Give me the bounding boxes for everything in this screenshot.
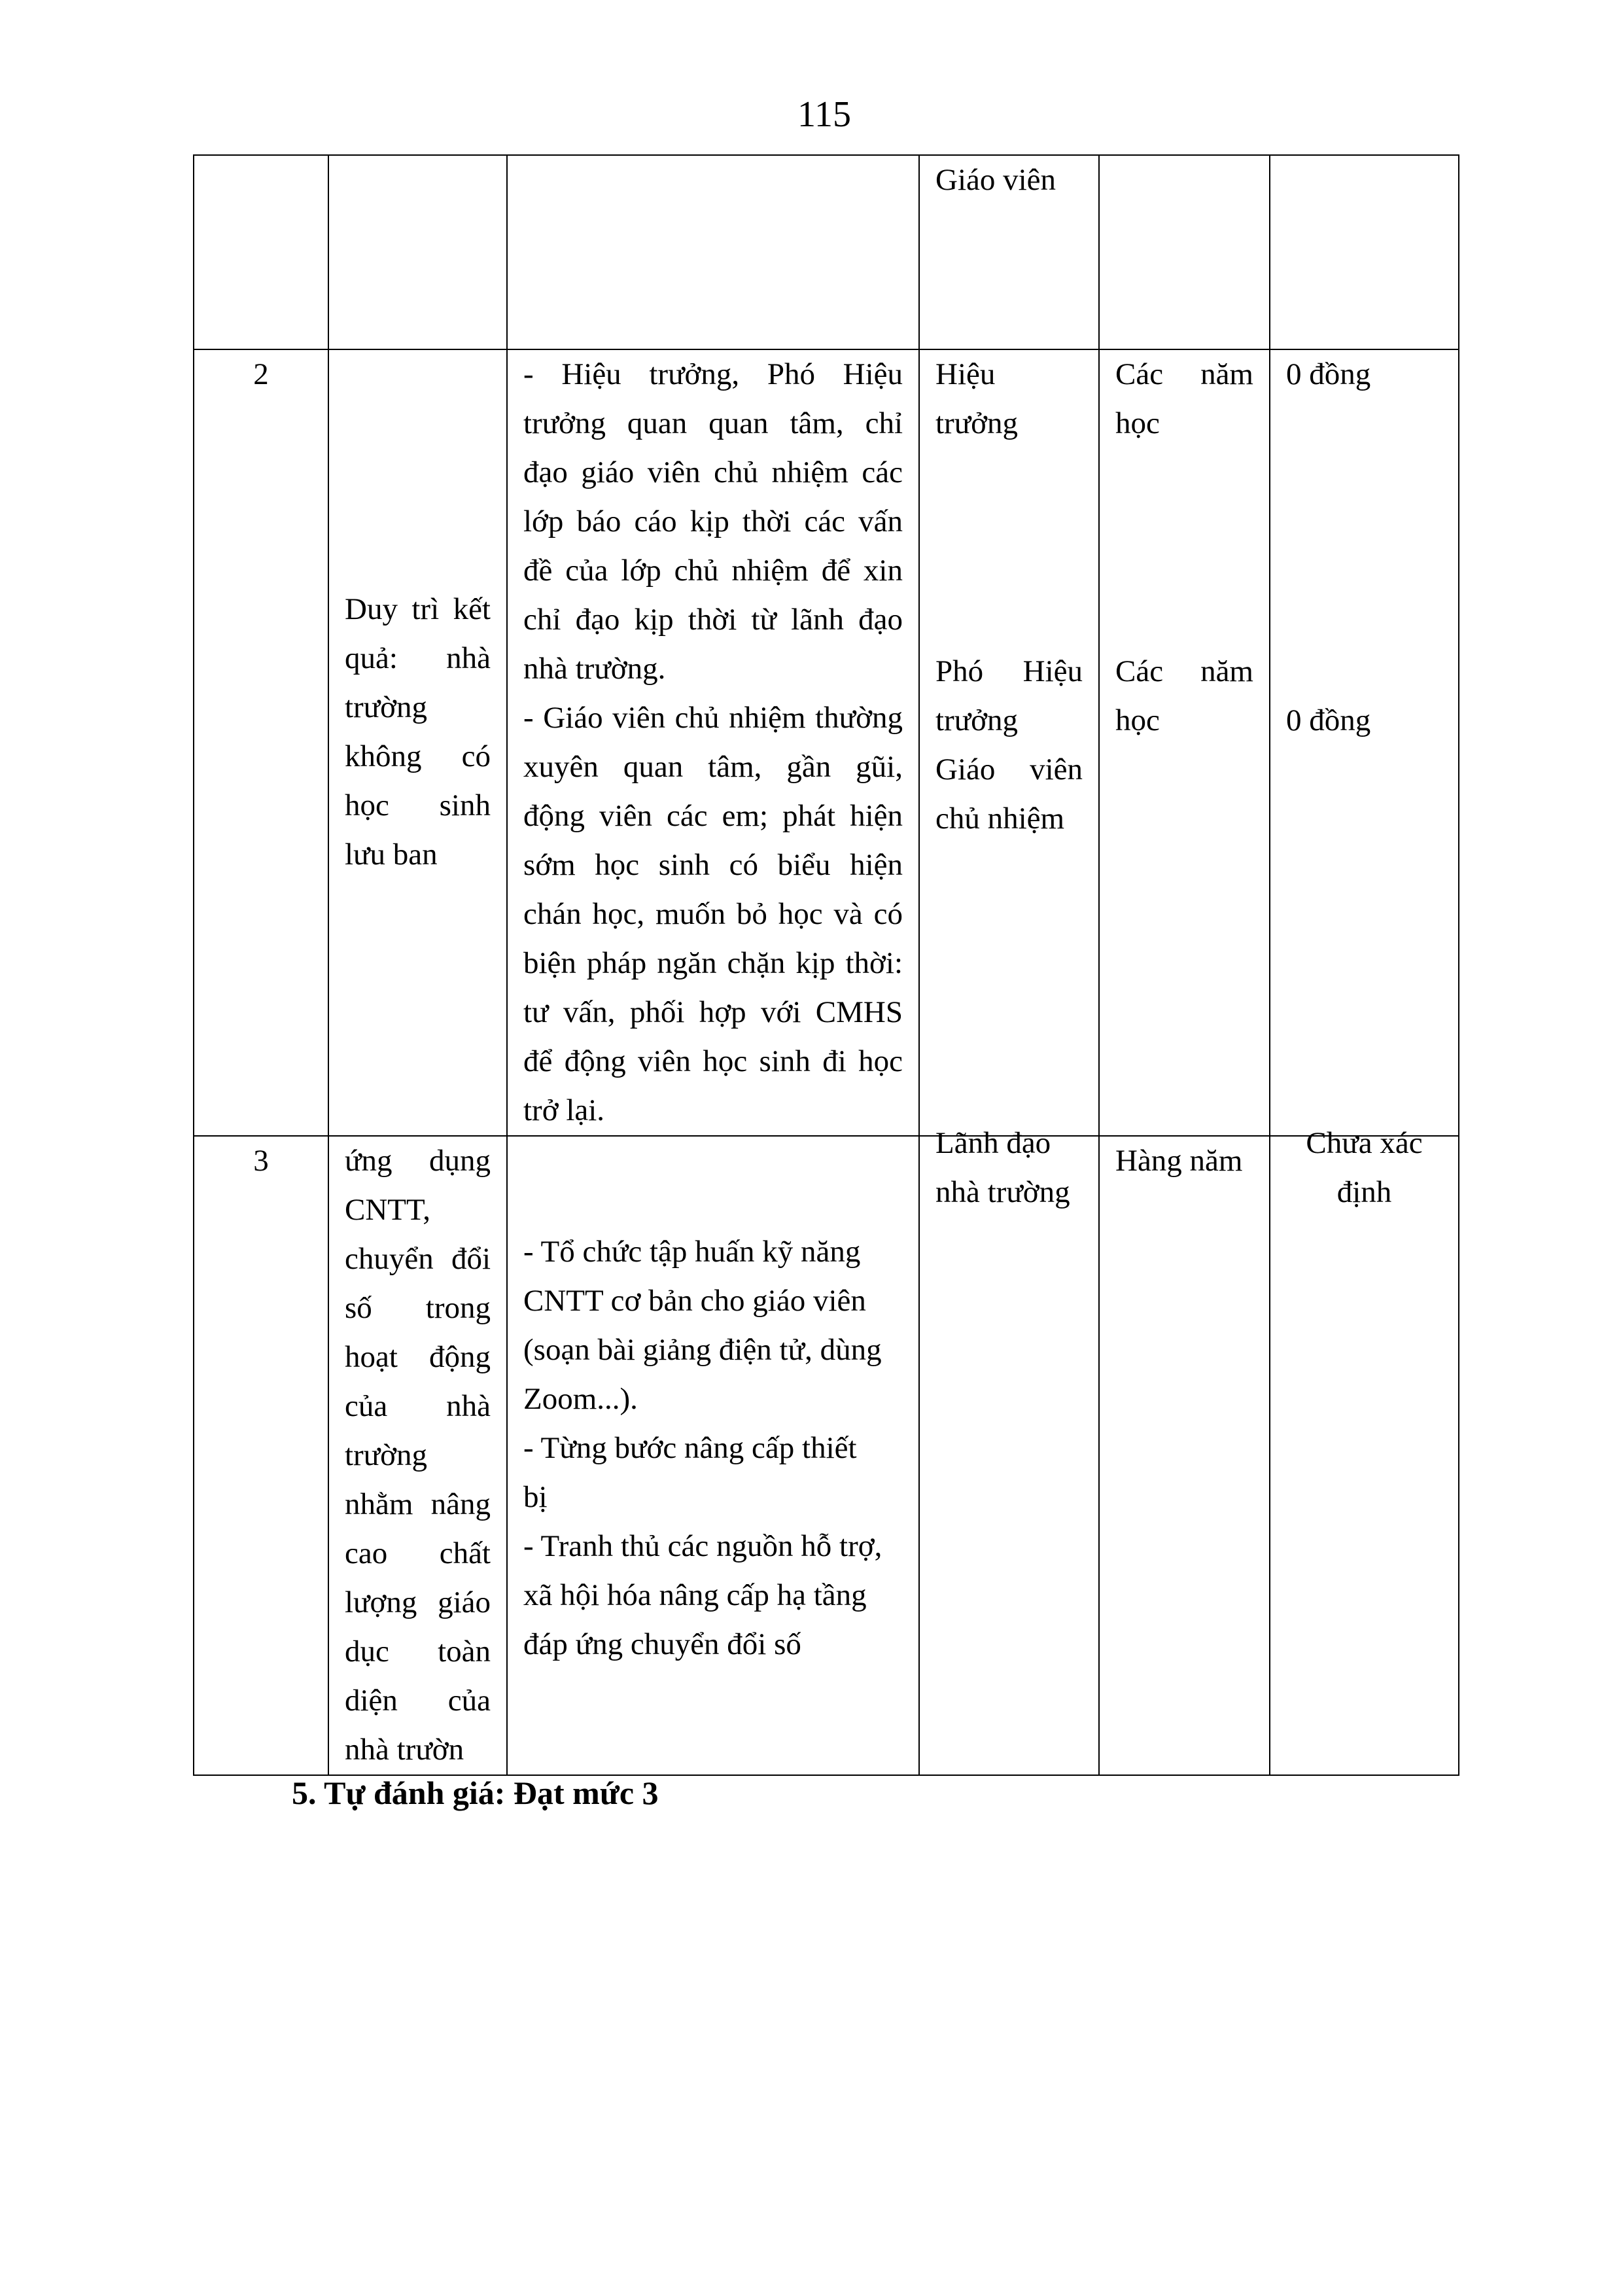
goal-line: quả: nhà [345, 641, 491, 675]
measure-line: CNTT cơ bản cho giáo viên [523, 1284, 866, 1318]
measure-line: biện pháp ngăn chặn kịp thời: [523, 946, 903, 980]
goal-line: của nhà [345, 1389, 491, 1423]
self-evaluation-heading: 5. Tự đánh giá: Đạt mức 3 [292, 1775, 659, 1811]
responsible-line: Lãnh đạo [935, 1126, 1051, 1160]
action-plan-table [193, 154, 1459, 1776]
time-line: Các năm [1115, 654, 1253, 688]
cell-time [1099, 349, 1270, 1136]
responsible-line: Phó Hiệu [935, 654, 1083, 688]
responsible-text: Giáo viên [935, 163, 1056, 197]
measure-line: động viên các em; phát hiện [523, 799, 903, 833]
time-line: học [1115, 703, 1160, 737]
measure-line: đề của lớp chủ nhiệm để xin [523, 554, 903, 588]
goal-line: dục toàn [345, 1634, 491, 1669]
measure-line: Zoom...). [523, 1382, 638, 1416]
responsible-line: nhà trường [935, 1175, 1070, 1209]
goal-line: diện của [345, 1684, 491, 1718]
goal-line: học sinh [345, 788, 491, 822]
responsible-line: Hiệu [935, 357, 996, 391]
goal-line: Duy trì kết [345, 592, 491, 626]
measure-line: để động viên học sinh đi học [523, 1044, 903, 1078]
cell-cost [1270, 155, 1459, 349]
cell-goal [328, 155, 507, 349]
measure-line: nhà trường. [523, 652, 666, 686]
cost-text: 0 đồng [1286, 703, 1371, 737]
page-number: 115 [797, 94, 851, 135]
row-index: 3 [253, 1144, 269, 1178]
cell-measures [507, 155, 919, 349]
measure-line: chán học, muốn bỏ học và có [523, 897, 903, 931]
measure-line: - Tranh thủ các nguồn hỗ trợ, [523, 1529, 882, 1563]
time-line: Các năm [1115, 357, 1253, 391]
measure-line: chỉ đạo kịp thời từ lãnh đạo [523, 603, 903, 637]
cell-time [1099, 155, 1270, 349]
cell-cost [1270, 349, 1459, 1136]
measure-line: xuyên quan tâm, gần gũi, [523, 750, 903, 784]
goal-line: nhà trườn [345, 1733, 464, 1767]
measure-line: - Tổ chức tập huấn kỹ năng [523, 1235, 861, 1269]
responsible-line: trưởng [935, 406, 1019, 440]
responsible-line: trưởng [935, 703, 1019, 737]
measure-line: bị [523, 1480, 548, 1514]
goal-line: ứng dụng [345, 1144, 491, 1178]
cell-goal [328, 349, 507, 1136]
cell-measures [507, 349, 919, 1136]
cell-measures [507, 1136, 919, 1775]
measure-line: (soạn bài giảng điện tử, dùng [523, 1333, 882, 1367]
measure-line: - Từng bước nâng cấp thiết [523, 1431, 857, 1465]
goal-line: nhằm nâng [345, 1487, 491, 1521]
time-text: Hàng năm [1115, 1144, 1243, 1178]
measure-line: sớm học sinh có biểu hiện [523, 848, 903, 882]
measure-line: đáp ứng chuyển đổi số [523, 1627, 801, 1661]
cost-line: định [1336, 1175, 1392, 1209]
cell-responsible [919, 1126, 1099, 1775]
cell-index [194, 349, 328, 1136]
cell-responsible [919, 155, 1099, 349]
measure-line: trở lại. [523, 1093, 605, 1127]
cost-line: Chưa xác [1306, 1126, 1423, 1160]
cell-index [194, 155, 328, 349]
cell-goal [328, 1136, 507, 1775]
goal-line: lượng giáo [345, 1585, 491, 1619]
measure-line: đạo giáo viên chủ nhiệm các [523, 455, 903, 489]
measure-line: - Giáo viên chủ nhiệm thường [523, 701, 903, 735]
cost-text: 0 đồng [1286, 357, 1371, 391]
goal-line: trường [345, 690, 428, 724]
measure-line: xã hội hóa nâng cấp hạ tầng [523, 1578, 867, 1612]
responsible-line: Giáo viên [935, 752, 1083, 786]
measure-line: trưởng quan quan tâm, chỉ [523, 406, 903, 440]
goal-line: không có [345, 739, 491, 773]
table-row [194, 155, 1459, 349]
measure-line: lớp báo cáo kịp thời các vấn [523, 504, 903, 539]
measure-line: - Hiệu trưởng, Phó Hiệu [523, 357, 903, 391]
goal-line: cao chất [345, 1536, 491, 1570]
cell-time [1099, 1136, 1270, 1775]
goal-line: lưu ban [345, 838, 438, 872]
goal-line: hoạt động [345, 1340, 491, 1374]
responsible-line: chủ nhiệm [935, 802, 1065, 836]
cell-index [194, 1136, 328, 1775]
goal-line: trường [345, 1438, 428, 1472]
cell-responsible [919, 349, 1099, 1136]
cell-cost [1270, 1126, 1459, 1775]
time-line: học [1115, 406, 1160, 440]
goal-line: chuyển đổi [345, 1242, 491, 1276]
table-row [194, 1136, 1459, 1775]
table-row [194, 349, 1459, 1136]
row-index: 2 [253, 357, 269, 391]
goal-line: số trong [345, 1291, 491, 1325]
goal-line: CNTT, [345, 1193, 430, 1227]
measure-line: tư vấn, phối hợp với CMHS [523, 995, 903, 1029]
